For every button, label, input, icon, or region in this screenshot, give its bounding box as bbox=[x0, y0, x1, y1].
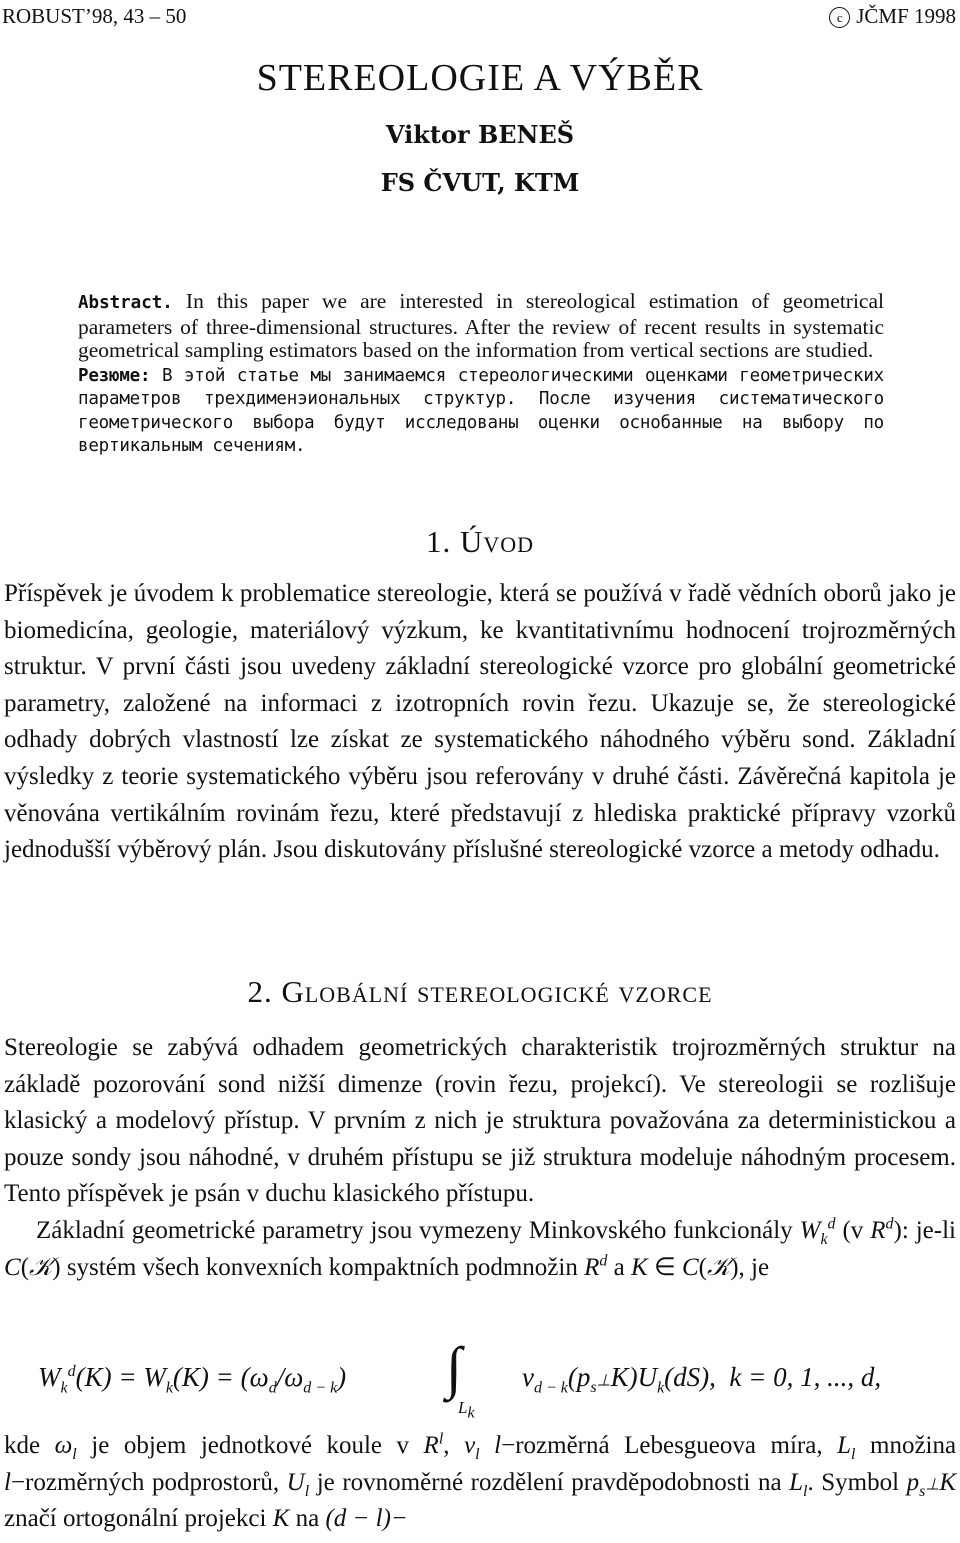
formula-rhs: $\nu_{d - k}(p_{s^\perp}K)U_k(dS)$, k = 0, 1, ..., d, bbox=[522, 1362, 882, 1397]
resume-text: В этой статье мы занимаемся стереологическими оценками геометрических параметров трехдименэиональных структур. После изучения систематического геометрического выбора будут исследованы оценки оснобанные на выбору по вертикальным сечениям. bbox=[78, 365, 884, 456]
formula-lhs: $W_k^d(K) = W_k(K) = (\omega_d/\omega_{d - k})$ bbox=[38, 1362, 347, 1397]
resume-label: Резюме: bbox=[78, 365, 151, 386]
running-header bbox=[0, 2, 960, 32]
integral-sign: ∫ bbox=[446, 1335, 462, 1400]
abstract-label: Abstract. bbox=[78, 293, 173, 313]
minkowski-formula bbox=[38, 1335, 938, 1422]
section-1-paragraph: Příspěvek je úvodem k problematice stereologie, která se používá v řadě vědních oborů jako je biomedicína, geologie, materiálový výzkum, ke kvantitativnímu hodnocení trojrozměrných struktur. V první části jsou uvedeny základní stereologické vzorce pro globální geometrické parametry, založené na informaci z izotropních rovin řezu. Ukazuje se, že stereologické odhady dobrých vlastností lze získat ze systematického náhodného výběru sond. Základní výsledky z teorie systematického výběru jsou referovány v druhé části. Závěrečná kapitola je věnována vertikálním rovinám řezu, které představují z hlediska praktické přípravy vzorků jednodušší výběrový plán. Jsou diskutovány příslušné stereologické vzorce a metody odhadu. bbox=[4, 580, 956, 864]
section-1-body bbox=[4, 576, 956, 869]
affiliation: FS ČVUT, KTM bbox=[380, 168, 580, 197]
abstract-russian bbox=[78, 365, 884, 459]
abstract bbox=[78, 290, 884, 459]
abstract-text: In this paper we are interested in stereological estimation of geometrical parameters of three-dimensional structures. After the review of recent results in systematic geometrical sampling estimators based on the information from vertical sections are studied. bbox=[78, 289, 884, 362]
section-1-heading: 1. Úvod bbox=[425, 524, 535, 559]
header-society: JČMF 1998 bbox=[856, 4, 956, 28]
math-W-k-d: $W_k^d$ bbox=[799, 1215, 836, 1248]
copyright-icon: c bbox=[829, 7, 850, 28]
integral-domain: $L_k$ bbox=[458, 1398, 475, 1422]
section-2-paragraph-1: Stereologie se zabývá odhadem geometrických charakteristik trojrozměrných struktur na základě pozorování sond nižší dimenze (rovin řezu, projekcí). Ve stereologii se rozlišuje klasický a modelový přístup. V prvním z nich je struktura považována za deterministickou a pouze sondy jsou náhodné, v druhém přístupu se již struktura modeluje náhodným procesem. Tento příspěvek je psán v duchu klasického přístupu. bbox=[4, 1034, 956, 1208]
section-2-continuation bbox=[4, 1428, 956, 1538]
section-2-body bbox=[4, 1030, 956, 1286]
section-2-heading: 2. Globální stereologické vzorce bbox=[247, 974, 713, 1009]
section-2-paragraph-3: kde $\omega_l$ je objem jednotkové koule v $R^l$, $\nu_l$ l−rozměrná Lebesgueova míra, $L_l$ množina l−rozměrných podprostorů, $U_l$ je rovnoměrné rozdělení pravděpodobnosti na $L_l$. Symbol $p_{s^\perp}K$ značí ortogonální projekci K na (d − l)− bbox=[4, 1430, 957, 1533]
header-citation: ROBUST’98, 43 – 50 bbox=[2, 4, 187, 28]
section-2-paragraph-2: Základní geometrické parametry jsou vymezeny Minkovského funkcionály $W_k^d$ (v $R^d$): je-li C(𝒦) systém všech konvexních kompaktních podmnožin $R^d$ a K ∈ C(𝒦), je bbox=[4, 1215, 956, 1281]
paper-title: STEREOLOGIE A VÝBĚR bbox=[256, 57, 704, 99]
header-copyright bbox=[829, 4, 956, 29]
abstract-english bbox=[78, 290, 884, 363]
author-name: Viktor BENEŠ bbox=[385, 120, 575, 149]
